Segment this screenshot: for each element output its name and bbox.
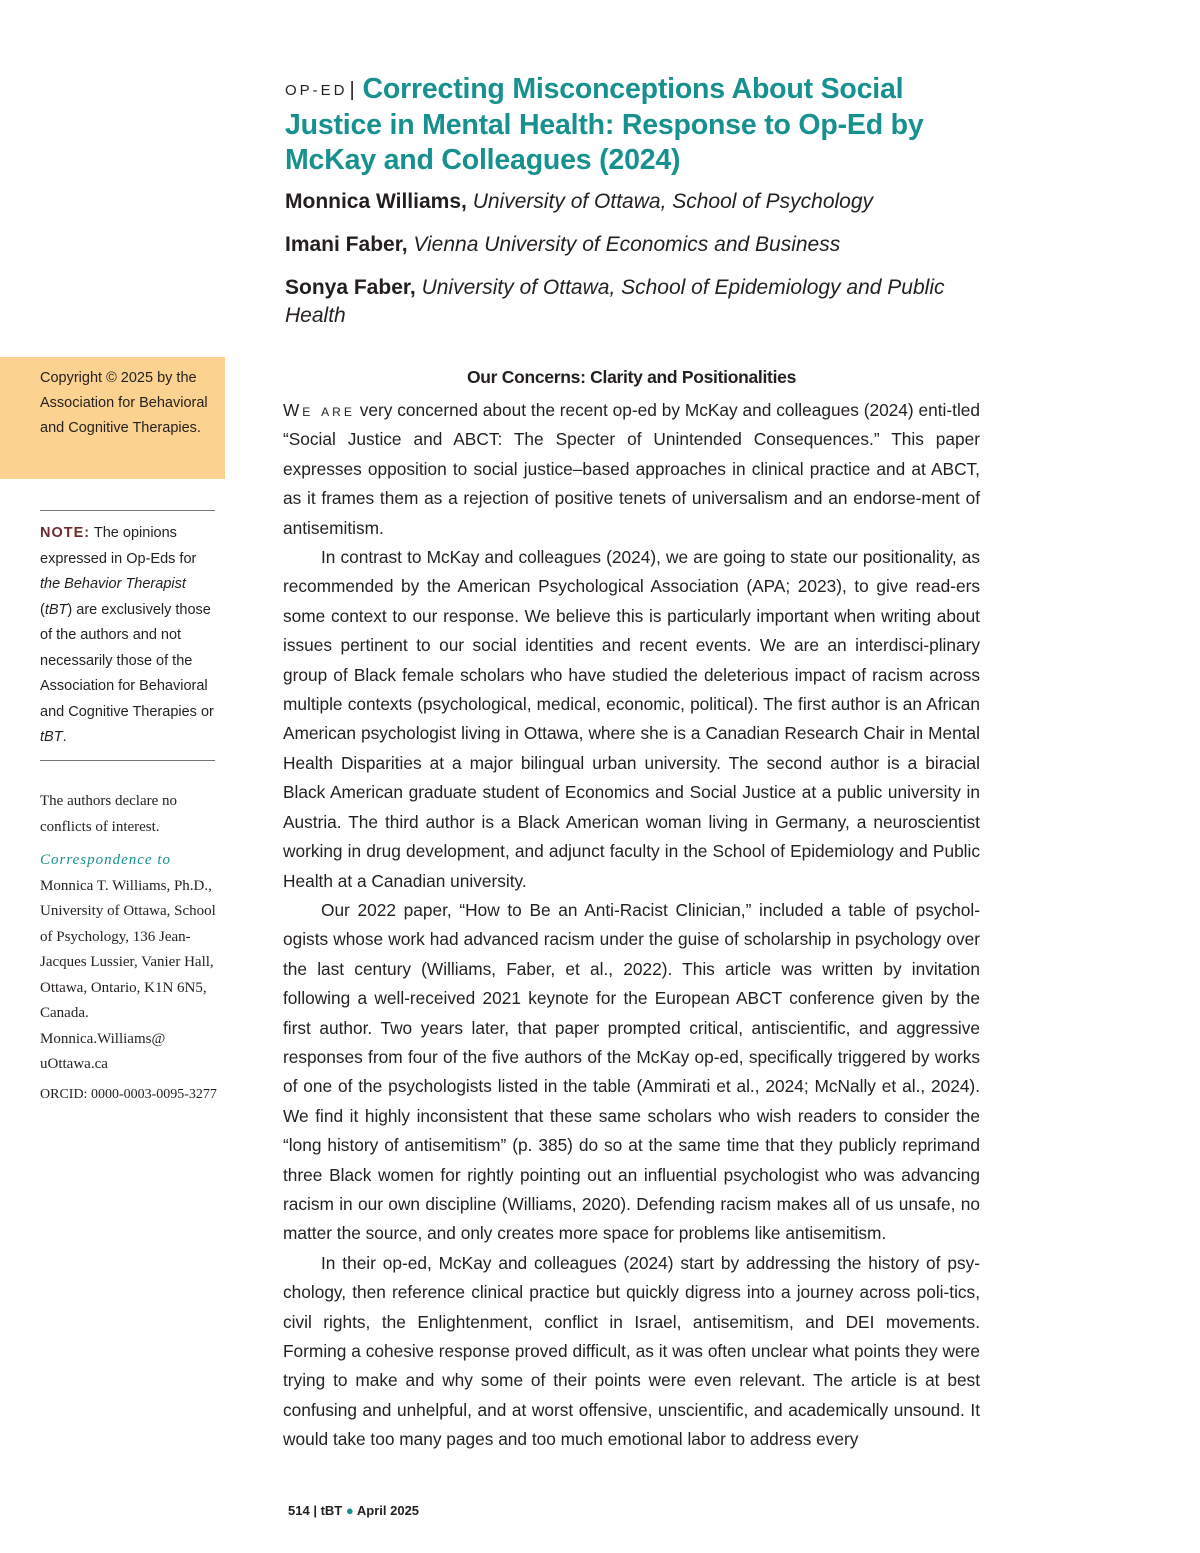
title-line-1	[285, 72, 985, 108]
author-affiliation: Vienna University of Economics and Business	[413, 233, 841, 256]
author-3	[285, 274, 985, 330]
note-abbrev: tBT	[44, 601, 68, 618]
sidebar-divider	[40, 760, 215, 761]
paragraph-1-text: very concerned about the recent op-ed by McKay and colleagues (2024) enti-tled “Social Justice and ABCT: The Specter of Unintended Consequences.” This paper expresses opposition to social justice–based approaches in clinical practice and at ABCT, as it frames them as a rejection of positive tenets of universalism and an endorse-ment of antisemitism.	[283, 400, 981, 538]
author-name: Sonya Faber,	[285, 276, 416, 299]
paragraph-2: In contrast to McKay and colleagues (2024), we are going to state our positionality, as recommended by the American Psychological Association (APA; 2023), to give read-ers some context to our response. We believe this is particularly important when writing about issues pertinent to our social identities and recent events. We are an interdisci-plinary group of Black female scholars who have studied the deleterious impact of racism across multiple contexts (psychological, medical, economic, political). The first author is an African American psychologist living in Ottawa, where she is a Canadian Research Chair in Mental Health Disparities at a major bilingual urban university. The second author is a biracial Black American graduate student of Economics and Social Justice at a public university in Austria. The third author is a Black American woman living in Germany, a neuroscientist working in drug development, and adjunct faculty in the School of Epidemiology and Public Health at a Canadian university.	[283, 547, 980, 891]
note-abbrev-end: tBT	[40, 729, 63, 745]
title-line-2: Justice in Mental Health: Response to Op-Ed by	[285, 109, 924, 141]
bullet-icon: ●	[345, 1503, 354, 1518]
title-line-3: McKay and Colleagues (2024)	[285, 144, 681, 176]
orcid: ORCID: 0000-0003-0095-3277	[40, 1086, 217, 1102]
footer-separator: |	[313, 1503, 317, 1518]
section-label: OP-ED	[285, 82, 348, 99]
paragraph-4: In their op-ed, McKay and colleagues (2024) start by addressing the history of psy-chology, then reference clinical practice but quickly digress into a journey across poli-tics, civil rights, the Enlightenment, conflict in Israel, antisemitism, and DEI movements. Forming a cohesive response proved difficult, as it was often unclear what points they were trying to make and why some of their points were even relevant. The article is at best confusing and unhelpful, and at worst offensive, unscientific, and academically unsound. It would take too many pages and too much emotional labor to address every	[283, 1252, 980, 1450]
article-header	[285, 72, 985, 178]
conflicts-statement: The authors declare no conflicts of interest.	[40, 793, 178, 835]
page-footer	[288, 1503, 419, 1518]
copyright-text: Copyright © 2025 by the Association for Behavioral and Cognitive Therapies.	[40, 370, 208, 436]
author-affiliation: University of Ottawa, School of Epidemiology and Public Health	[285, 276, 945, 327]
section-separator: |	[349, 79, 355, 101]
author-name: Imani Faber,	[285, 233, 408, 256]
author-meta	[40, 789, 220, 1103]
section-heading: Our Concerns: Clarity and Positionalities	[466, 367, 797, 387]
paragraph-3: Our 2022 paper, “How to Be an Anti-Racist Clinician,” included a table of psychol-ogists whose work had advanced racism under the guise of scholarship in psychology over the last century (Williams, Faber, et al., 2022). This article was written by invitation following a well-received 2021 keynote for the European ABCT conference given by the first author. Two years later, that paper prompted critical, antiscientific, and aggressive responses from four of the five authors of the McKay op-ed, specifically triggered by works of one of the psychologists listed in the table (Ammirati et al., 2024; McNally et al., 2024). We find it highly inconsistent that these same scholars who wish readers to consider the “long history of antisemitism” (p. 385) do so at the same time that they publicly reprimand three Black women for rightly pointing out an influential psychologist who was advancing racism in our own discipline (Williams, 2020). Defending racism makes all of us unsafe, no matter the source, and only creates more space for problems like antisemitism.	[283, 899, 980, 1244]
lead-in: We are	[283, 400, 355, 420]
copyright-box	[0, 357, 225, 479]
title-text-1: Correcting Misconceptions About Social	[362, 73, 904, 105]
note-label: NOTE:	[40, 525, 91, 541]
note-text-1: The opinions expressed in Op-Eds for	[40, 525, 197, 567]
author-2	[285, 231, 985, 259]
correspondence-email-2: uOttawa.ca	[40, 1056, 108, 1072]
correspondence-address: Monnica T. Williams, Ph.D., University of Ottawa, School of Psychology, 136 Jean-Jacques Lussier, Vanier Hall, Ottawa, Ontario, K1N 6N5, Canada.	[40, 877, 216, 1021]
author-affiliation: University of Ottawa, School of Psychology	[472, 190, 874, 213]
article-body	[283, 396, 980, 1455]
correspondence-label: Correspondence to	[40, 852, 172, 868]
paragraph-1	[283, 396, 980, 543]
correspondence-email-1: Monnica.Williams@	[40, 1030, 166, 1047]
issue-date: April 2025	[356, 1503, 420, 1518]
page-number: 514	[288, 1503, 310, 1518]
sidebar-divider	[40, 510, 215, 511]
journal-abbrev: tBT	[320, 1503, 343, 1518]
author-1	[285, 188, 985, 216]
note-text-2: are exclusively those of the authors and not necessarily those of the Association for Behavioral and Cognitive Therapies or	[40, 601, 214, 720]
opinion-note: NOTE: The opinions expressed in Op-Eds for the Behavior Therapist (tBT) are exclusively those of the authors and not necessarily those of the Association for Behavioral and Cognitive Therapies or tBT.	[40, 525, 214, 745]
note-journal: the Behavior Therapist	[40, 576, 186, 592]
author-list	[285, 188, 985, 345]
author-name: Monnica Williams,	[285, 190, 467, 213]
